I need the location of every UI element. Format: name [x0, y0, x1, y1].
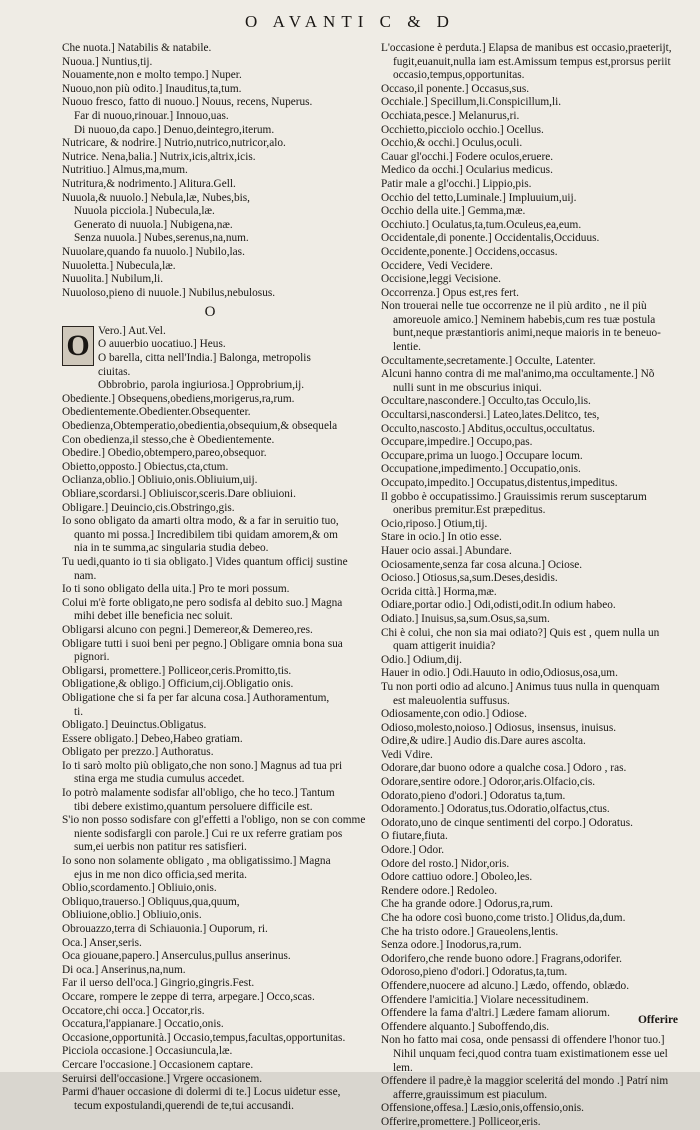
entry-line: Picciola occasione.] Occasiuncula,læ.: [62, 1045, 233, 1058]
entry-line: Obliuione,oblio.] Obliuio,onis.: [62, 909, 202, 922]
entry-line: Occultamente,secretamente.] Occulte, Latenter.: [381, 354, 596, 367]
entry-line: Io sono non solamente obligato , ma obligatissimo.] Magna: [62, 855, 331, 868]
entry-line: Nutritiuo.] Almus,ma,mum.: [62, 164, 188, 177]
initial-block: [62, 325, 358, 393]
entry-line: Che nuota.] Natabilis & natabile.: [62, 42, 212, 54]
entry-line: Offendere la fama d'altri.] Lædere famam aliorum.: [381, 1007, 610, 1020]
entry-line: Nouamente,non e molto tempo.] Nuper.: [62, 69, 242, 82]
entry-line: Rendere odore.] Redoleo.: [381, 884, 498, 897]
entry-line: Nuuola,& nuuolo.] Nebula,læ, Nubes,bis,: [62, 191, 250, 204]
entry-line: Non trouerai nelle tue occorrenze ne il più ardito , ne il più: [381, 300, 647, 313]
entry-line: Occhiata,pesce.] Melanurus,ri.: [381, 109, 520, 122]
entry-line: Nuuolare,quando fa nuuolo.] Nubilo,las.: [62, 245, 245, 258]
section-letter: O: [204, 304, 216, 321]
entry-line: Ociosamente,senza far cosa alcuna.] Ociose.: [381, 558, 583, 571]
entry-line: Offerire,promettere.] Polliceor,eris.: [381, 1115, 541, 1128]
entry-line: Oca giouane,papero.] Anserculus,pullus anserinus.: [62, 950, 291, 963]
entry-line: Obligare tutti i suoi beni per pegno.] Obligare omnia bona sua: [62, 637, 343, 650]
entry-line: Ocrida città.] Horma,mæ.: [381, 585, 497, 598]
entry-line: Tu uedi,quanto io ti sia obligato.] Vides quantum officij sustine: [62, 555, 348, 568]
entry-line: Obrouazzo,terra di Schiauonia.] Ouporum, ri.: [62, 923, 268, 935]
entry-line: Io ti sono obligato della uita.] Pro te mori possum.: [62, 583, 290, 596]
entry-line: Offensione,offesa.] Læsio,onis,offensio,onis.: [381, 1102, 585, 1115]
entry-line: Obedienza,Obtemperatio,obedientia,obsequium,& obsequela: [62, 420, 338, 433]
entry-line: Vero.] Aut.Vel.: [98, 324, 166, 337]
entry-line: Obliare,scordarsi.] Obliuiscor,sceris.Dare obliuioni.: [62, 488, 296, 500]
entry-line: tibi debere existimo,quantum persoluere difficile est.: [74, 800, 313, 813]
entry-line: ti.: [74, 705, 84, 718]
left-entries: [62, 392, 366, 1113]
entry-line: lem.: [393, 1061, 413, 1074]
entry-line: Odoramento.] Odoratus,tus.Odoratio,olfactus,ctus.: [381, 803, 610, 816]
entry-line: Oclianza,oblio.] Obliuio,onis.Obliuium,uij.: [62, 474, 258, 487]
entry-line: Hauer ocio assai.] Abundare.: [381, 544, 512, 557]
entry-line: mihi debet ille beneficia nec soluit.: [74, 610, 233, 623]
entry-line: quam attigerit inuidia?: [393, 640, 496, 653]
entry-line: est maleuolentia suffusus.: [393, 694, 510, 707]
entry-line: Obligatione che si fa per far alcuna cosa.] Authoramentum,: [62, 691, 330, 704]
entry-line: Obligarsi alcuno con pegni.] Demereor,& Demereo,res.: [62, 623, 313, 636]
entry-line: Che ha odore così buono,come tristo.] Olidus,da,dum.: [381, 912, 626, 924]
entry-line: Cercare l'occasione.] Occasionem captare.: [62, 1058, 254, 1071]
entry-line: Occupare,impedire.] Occupo,pas.: [381, 436, 533, 449]
entry-line: Occultare,nascondere.] Occulto,tas Occulo,lis.: [381, 395, 591, 408]
entry-line: Odorare,dar buono odore a qualche cosa.] Odoro , ras.: [381, 762, 627, 775]
entry-line: Nuoua.] Nuntius,tij.: [62, 55, 153, 68]
entry-line: Obligato per prezzo.] Authoratus.: [62, 746, 214, 759]
entry-line: Occasione,opportunità.] Occasio,tempus,facultas,opportunitas.: [62, 1031, 346, 1044]
entry-line: Obbrobrio, parola ingiuriosa.] Opprobrium,ij.: [98, 379, 305, 392]
entry-line: occasio,tempus,opportunitas.: [393, 69, 525, 82]
entry-line: Con obedienza,il stesso,che è Obedientemente.: [62, 433, 275, 446]
entry-line: Io potrò malamente sodisfar all'obligo, che ho teco.] Tantum: [62, 787, 335, 800]
decorated-initial: O: [62, 326, 94, 366]
entry-line: Far di nuouo,rinouar.] Innouo,uas.: [74, 109, 229, 122]
entry-line: nam.: [74, 569, 97, 582]
entry-line: Nihil unquam feci,quod contra tuam existimationem esse uel: [393, 1047, 668, 1060]
entry-line: S'io non posso sodisfare con gl'effetti a l'obligo, non se con comme: [62, 814, 366, 827]
catchword: Offerire: [637, 1014, 678, 1026]
entry-line: Odioso,molesto,noioso.] Odiosus, insensus, inuisus.: [381, 721, 617, 734]
entry-line: Odoroso,pieno d'odori.] Odoratus,ta,tum.: [381, 966, 568, 979]
entry-line: Hauer in odio.] Odi.Hauuto in odio,Odiosus,osa,um.: [381, 667, 618, 680]
entry-line: Obligare.] Deuincio,cis.Obstringo,gis.: [62, 501, 235, 514]
entry-line: Offendere alquanto.] Suboffendo,dis.: [381, 1020, 550, 1033]
entry-line: Obietto,opposto.] Obiectus,cta,ctum.: [62, 460, 229, 473]
entry-line: Obligato.] Deuinctus.Obligatus.: [62, 719, 207, 732]
entry-line: ejus in me non dico officia,sed merita.: [74, 868, 247, 881]
entry-line: Occhio della uite.] Gemma,mæ.: [381, 205, 526, 218]
entry-line: Odire,& udire.] Audio dis.Dare aures ascolta.: [381, 735, 586, 748]
entry-line: Odio.] Odium,dij.: [381, 653, 462, 666]
entry-line: Senza odore.] Inodorus,ra,rum.: [381, 939, 522, 952]
entry-line: afferre,grauissimum est piaculum.: [393, 1088, 548, 1101]
entry-line: tecum expostulandi,querendi de te,tui accusandi.: [74, 1099, 294, 1112]
entry-line: Che ha tristo odore.] Graueolens,lentis.: [381, 925, 559, 938]
entry-line: Occare, rompere le zeppe di terra, arpegare.] Occo,scas.: [62, 990, 315, 1003]
entry-line: Cauar gl'occhi.] Fodere oculos,eruere.: [381, 150, 554, 163]
entry-line: Occhio,& occhi.] Oculus,oculi.: [381, 137, 523, 150]
entry-line: Nuuoloso,pieno di nuuole.] Nubilus,nebulosus.: [62, 286, 276, 299]
entry-line: Occhiuto.] Oculatus,ta,tum.Oculeus,ea,eum.: [381, 218, 582, 231]
entry-line: Nuouo,non più odito.] Inauditus,ta,tum.: [62, 82, 242, 95]
right-column: [381, 42, 681, 1130]
entry-line: amoreuole amico.] Neminem habebis,cum res tuæ postula: [393, 313, 656, 326]
entry-line: sum,ei uerbis non patitur res satisfieri.: [74, 841, 247, 854]
entry-line: Odorare,sentire odore.] Odoror,aris.Olfacio,cis.: [381, 776, 596, 789]
entry-line: Seruirsi dell'occasione.] Vrgere occasionem.: [62, 1072, 263, 1085]
entry-line: Occatore,chi occa.] Occator,ris.: [62, 1004, 205, 1017]
entry-line: Occidente,ponente.] Occidens,occasus.: [381, 245, 558, 258]
entry-line: Il gobbo è occupatissimo.] Grauissimis rerum susceptarum: [381, 490, 647, 503]
running-header: O AVANTI C & D: [245, 12, 455, 31]
entry-line: Patir male a gl'occhi.] Lippio,pis.: [381, 177, 532, 190]
entry-line: Obedientemente.Obedienter.Obsequenter.: [62, 406, 251, 419]
entry-line: ciuitas.: [98, 365, 131, 378]
entry-line: Occupare,prima un luogo.] Occupare locum.: [381, 449, 583, 462]
entry-line: Occorrenza.] Opus est,res fert.: [381, 286, 520, 299]
entry-line: Odore del rosto.] Nidor,oris.: [381, 857, 510, 870]
entry-line: Occupatione,impedimento.] Occupatio,onis.: [381, 463, 581, 476]
entry-line: niente sodisfargli con parole.] Cui re ux referre gratiam pos: [74, 827, 343, 840]
entry-line: Nutricare, & nodrire.] Nutrio,nutrico,nutricor,alo.: [62, 137, 286, 150]
entry-line: Occhio del tetto,Luminale.] Impluuium,uij.: [381, 191, 577, 204]
entry-line: Odorato,pieno d'odori.] Odoratus ta,tum.: [381, 789, 566, 802]
entry-line: Chi è colui, che non sia mai odiato?] Quis est , quem nulla un: [381, 626, 660, 639]
entry-line: quanto mi possa.] Incredibilem tibi quidam amorem,& om: [74, 528, 338, 541]
entry-line: Oblio,scordamento.] Obliuio,onis.: [62, 882, 217, 895]
entry-line: Odiosamente,con odio.] Odiose.: [381, 708, 527, 721]
entry-line: bunt,neque præstantioris animi,neque maioris in te beneuo-: [393, 327, 661, 340]
entry-line: Oca.] Anser,seris.: [62, 936, 142, 949]
entry-line: Offendere il padre,è la maggior sceleritá del mondo .] Patrí nim: [381, 1075, 669, 1088]
entry-line: Obligatione,& obligo.] Officium,cij.Obligatio onis.: [62, 678, 294, 691]
entry-line: Odorifero,che rende buono odore.] Fragrans,odorifer.: [381, 952, 622, 965]
entry-line: Occulto,nascosto.] Abditus,occultus,occultatus.: [381, 422, 595, 435]
entry-line: Che ha grande odore.] Odorus,ra,rum.: [381, 898, 553, 911]
entry-line: Tu non porti odio ad alcuno.] Animus tuus nulla in quenquam: [381, 680, 660, 693]
entry-line: Offendere l'amicitia.] Violare necessitudinem.: [381, 993, 589, 1006]
entry-line: Occidentale,di ponente.] Occidentalis,Occiduus.: [381, 232, 600, 245]
entry-line: Odore cattiuo odore.] Oboleo,les.: [381, 871, 533, 884]
entry-line: nulli sunt in me obscurius iniqui.: [393, 381, 542, 394]
entry-line: Generato di nuuola.] Nubigena,næ.: [74, 218, 233, 231]
entry-line: Occultarsi,nascondersi.] Lateo,lates.Delitco, tes,: [381, 409, 600, 422]
left-column: [62, 42, 366, 1113]
entry-line: Obligarsi, promettere.] Polliceor,ceris.Promitto,tis.: [62, 664, 292, 677]
entry-line: Offendere,nuocere ad alcuno.] Lædo, offendo, oblædo.: [381, 979, 630, 992]
entry-line: Vedi Vdire.: [381, 748, 433, 761]
entry-line: Nuuoletta.] Nubecula,læ.: [62, 259, 176, 272]
entry-line: oneribus premitur.Est præpeditus.: [393, 504, 546, 517]
entry-line: Obediente.] Obsequens,obediens,morigerus,ra,rum.: [62, 392, 295, 405]
entry-line: Occaso,il ponente.] Occasus,sus.: [381, 82, 530, 95]
entry-line: Occhiale.] Specillum,li.Conspicillum,li.: [381, 96, 562, 109]
entry-line: O fiutare,fiuta.: [381, 830, 448, 843]
entry-line: Non ho fatto mai cosa, onde pensassi di offendere l'honor tuo.]: [381, 1034, 665, 1047]
entry-line: Senza nuuola.] Nubes,serenus,na,num.: [74, 232, 249, 245]
entry-line: Odiare,portar odio.] Odi,odisti,odit.In odium habeo.: [381, 599, 616, 612]
right-entries: [381, 42, 681, 1130]
entry-line: Di oca.] Anserinus,na,num.: [62, 963, 186, 976]
entry-line: pignori.: [74, 651, 110, 664]
entry-line: Essere obligato.] Debeo,Habeo gratiam.: [62, 732, 243, 745]
entry-line: L'occasione è perduta.] Elapsa de manibus est occasio,praeterijt,: [381, 42, 672, 54]
entry-line: Occidere, Vedi Vecidere.: [381, 259, 493, 272]
entry-line: Odore.] Odor.: [381, 844, 445, 857]
entry-line: Di nuouo,da capo.] Denuo,deintegro,iterum.: [74, 123, 275, 136]
entry-line: O barella, citta nell'India.] Balonga, metropolis: [98, 352, 311, 365]
left-top-entries: [62, 42, 358, 300]
entry-line: Ocioso.] Otiosus,sa,sum.Deses,desidis.: [381, 572, 558, 585]
entry-line: Far il uerso dell'oca.] Gingrio,gingris.Fest.: [62, 977, 255, 990]
entry-line: stina erga me studia cumulus accedet.: [74, 773, 245, 786]
entry-line: fugit,euanuit,nulla iam est.Amissum tempus est,prorsus periit: [393, 55, 671, 68]
entry-line: Io ti sarò molto più obligato,che non sono.] Magnus ad tua pri: [62, 759, 343, 772]
entry-line: O auuerbio uocatiuo.] Heus.: [98, 338, 226, 351]
entry-line: Nuouo fresco, fatto di nuouo.] Nouus, recens, Nuperus.: [62, 96, 313, 109]
entry-line: lentie.: [393, 341, 421, 354]
entry-line: Occisione,leggi Vecisione.: [381, 273, 501, 286]
entry-line: Nuuolita.] Nubilum,li.: [62, 273, 164, 286]
entry-line: Obliquo,trauerso.] Obliquus,qua,quum,: [62, 895, 240, 908]
entry-line: Occupato,impedito.] Occupatus,distentus,impeditus.: [381, 477, 618, 489]
entry-line: Odiato.] Inuisus,sa,sum.Osus,sa,sum.: [381, 612, 550, 625]
entry-line: Nutritura,& nodrimento.] Alitura.Gell.: [62, 177, 236, 190]
entry-line: Odorato,uno de cinque sentimenti del corpo.] Odoratus.: [381, 816, 633, 829]
entry-line: Io sono obligato da amarti oltra modo, & a far in seruitio tuo,: [62, 515, 339, 528]
entry-line: nia in te summa,ac singularia studia debeo.: [74, 542, 269, 555]
entry-line: Medico da occhi.] Ocularius medicus.: [381, 164, 553, 177]
entry-line: Occatura,l'appianare.] Occatio,onis.: [62, 1018, 224, 1031]
entry-line: Occhietto,picciolo occhio.] Ocellus.: [381, 123, 544, 136]
entry-line: Parmi d'hauer occasione di dolermi di te.] Locus uidetur esse,: [62, 1086, 341, 1099]
entry-line: Nuuola picciola.] Nubecula,læ.: [74, 205, 215, 218]
entry-line: Colui m'è forte obligato,ne pero sodisfa al debito suo.] Magna: [62, 596, 343, 609]
entry-line: Ocio,riposo.] Otium,tij.: [381, 517, 488, 530]
entry-line: Stare in ocio.] In otio esse.: [381, 531, 502, 544]
entry-line: Obedire.] Obedio,obtempero,pareo,obsequor.: [62, 447, 267, 460]
entry-line: Nutrice. Nena,balia.] Nutrix,icis,altrix,icis.: [62, 150, 256, 163]
entry-line: Alcuni hanno contra di me mal'animo,ma occultamente.] Nõ: [381, 368, 655, 381]
